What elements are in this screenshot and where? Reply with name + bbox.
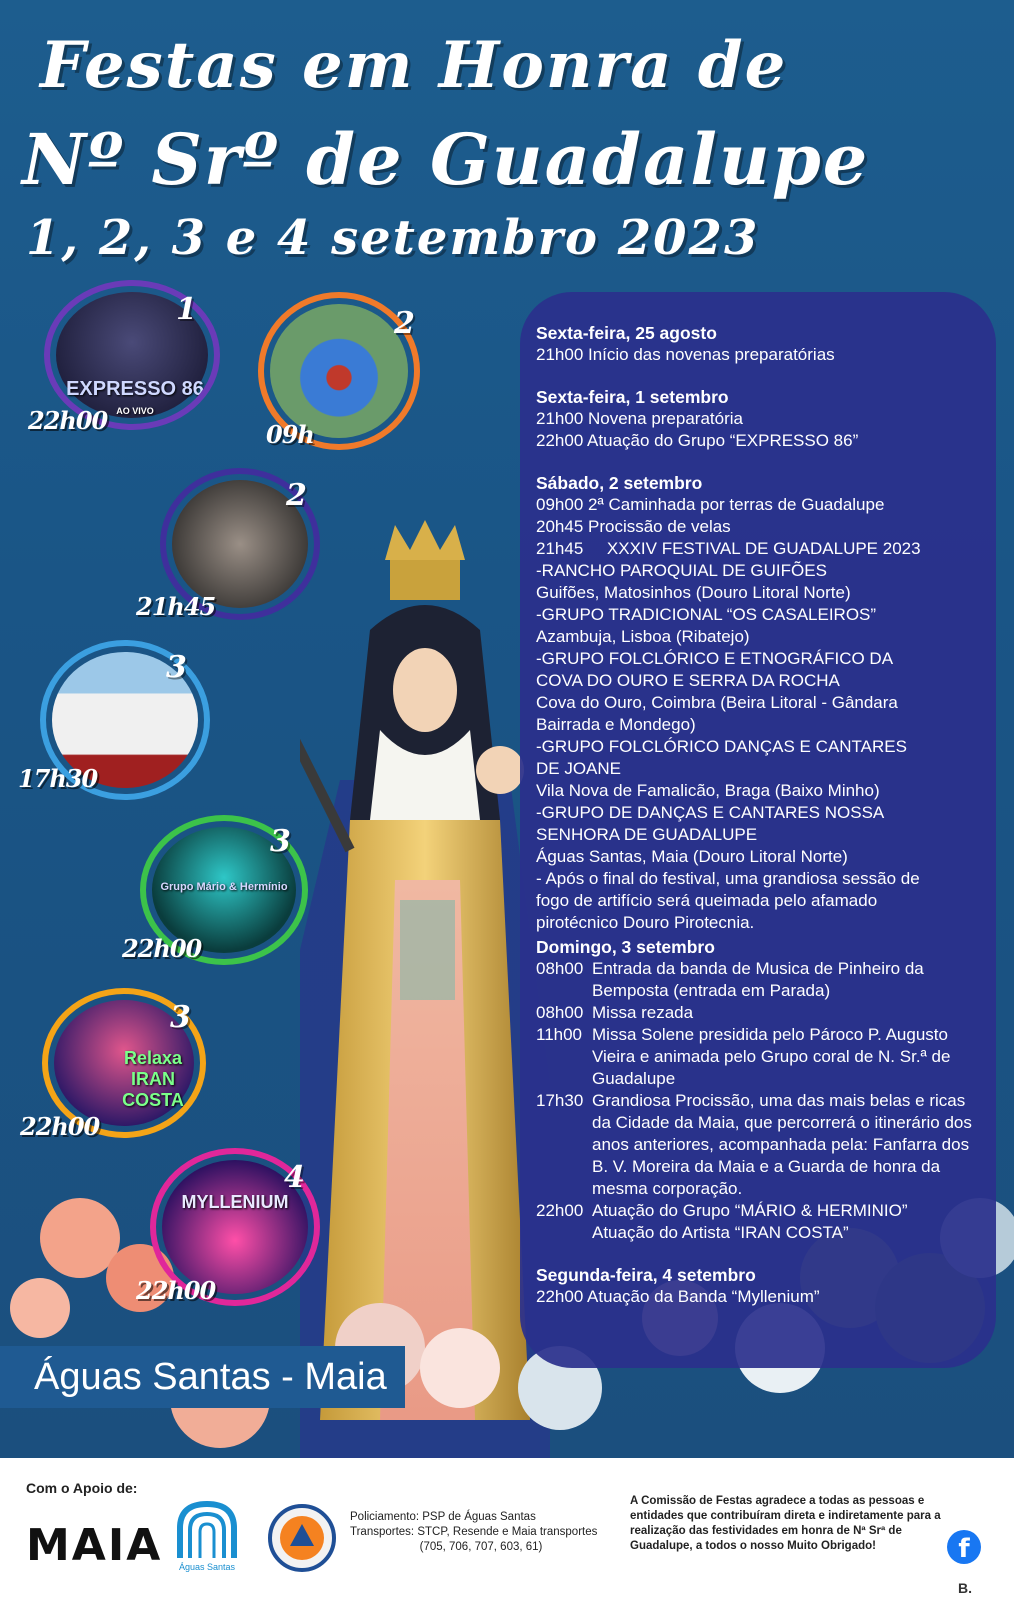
program-day-saturday: [536, 472, 980, 934]
circle-5-day: 3: [270, 824, 291, 859]
program-line: 21h00 Início das novenas preparatórias: [536, 345, 835, 364]
program-line: DE JOANE: [536, 759, 622, 778]
program-day-sunday: [536, 936, 980, 1244]
circle-7-time: 22h00: [136, 1276, 216, 1305]
day-title: Segunda-feira, 4 setembro: [536, 1265, 756, 1285]
program-line: -GRUPO TRADICIONAL “OS CASALEIROS”: [536, 605, 877, 624]
circle-3-day: 2: [286, 478, 307, 513]
program-row-text: Atuação do Grupo “MÁRIO & HERMINIO”: [592, 1201, 908, 1220]
program-line: - Após o final do festival, uma grandiosa sessão de: [536, 869, 920, 888]
program-day-friday-25: [536, 322, 980, 366]
maia-logo: MAIA: [26, 1520, 163, 1571]
day-title: Domingo, 3 setembro: [536, 937, 715, 957]
program-line: -GRUPO DE DANÇAS E CANTARES NOSSA: [536, 803, 885, 822]
circle-2-time: 09h: [266, 420, 314, 449]
program-line: Vila Nova de Famalicão, Braga (Baixo Minho): [536, 781, 880, 800]
program-line: Águas Santas, Maia (Douro Litoral Norte): [536, 847, 848, 866]
circle-1-day: 1: [176, 292, 197, 327]
program-row-text: Grandiosa Procissão, uma das mais belas e ricas da Cidade da Maia, que percorrerá o itinerário dos anos anteriores, acompanhada pela: Fanfarra dos B. V. Moreira da Maia e a Guarda de honra da mesma corporação.: [592, 1091, 972, 1198]
title-dates: 1, 2, 3 e 4 setembro 2023: [26, 210, 760, 266]
program-day-monday: [536, 1264, 980, 1308]
program-day-friday-1: [536, 386, 980, 452]
program-row-text: Entrada da banda de Musica de Pinheiro da Bemposta (entrada em Parada): [592, 959, 924, 1000]
thanks-text: A Comissão de Festas agradece a todas as pessoas e entidades que contribuíram direta e indiretamente para a realização das festividades em honra de Nª Srª de Guadalupe, a todos o nosso Muito Obrigado!: [630, 1495, 941, 1552]
program-line: Guifões, Matosinhos (Douro Litoral Norte): [536, 583, 851, 602]
program-line: -RANCHO PAROQUIAL DE GUIFÕES: [536, 561, 827, 580]
footer: [0, 1458, 1014, 1600]
civil-protection-logo: [268, 1504, 336, 1572]
program-row: [536, 1002, 980, 1024]
program-line: SENHORA DE GUADALUPE: [536, 825, 758, 844]
program-row-time: 11h00: [536, 1025, 583, 1044]
transport-text: Transportes: STCP, Resende e Maia transportes: [350, 1526, 598, 1538]
circle-6-day: 3: [170, 1000, 191, 1035]
policing-text: Policiamento: PSP de Águas Santas: [350, 1511, 536, 1523]
program-row-time: 08h00: [536, 959, 584, 978]
circle-2-day: 2: [394, 306, 415, 341]
circle-7-day: 4: [284, 1160, 305, 1195]
program-line: COVA DO OURO E SERRA DA ROCHA: [536, 671, 840, 690]
program-line: 22h00 Atuação do Grupo “EXPRESSO 86”: [536, 431, 859, 450]
title-line-2: Nº Srº de Guadalupe: [22, 118, 870, 201]
circle-3-time: 21h45: [136, 592, 216, 621]
program-line: Bairrada e Mondego): [536, 715, 696, 734]
location-label: Águas Santas - Maia: [0, 1346, 405, 1408]
program-row: [536, 958, 980, 1002]
program-row-text: Atuação do Artista “IRAN COSTA”: [592, 1223, 849, 1242]
program-row-time: [536, 1222, 592, 1244]
program-line: fogo de artifício será queimada pelo afamado: [536, 891, 878, 910]
program-row-text: Missa Solene presidida pelo Pároco P. Augusto Vieira e animada pelo Grupo coral de N. Sr.ª de Guadalupe: [592, 1025, 951, 1088]
program-line: 09h00 2ª Caminhada por terras de Guadalupe: [536, 495, 885, 514]
program-row: [536, 1090, 980, 1200]
program-line: -GRUPO FOLCLÓRICO E ETNOGRÁFICO DA: [536, 649, 894, 668]
circle-4-time: 17h30: [18, 764, 98, 793]
program-row-time: 22h00: [536, 1201, 584, 1220]
day-title: Sexta-feira, 1 setembro: [536, 387, 729, 407]
program-line: 21h00 Novena preparatória: [536, 409, 743, 428]
program-panel: [520, 292, 996, 1368]
support-label: Com o Apoio de:: [26, 1480, 138, 1496]
transport-info: [350, 1510, 612, 1555]
program-line: -GRUPO FOLCLÓRICO DANÇAS E CANTARES: [536, 737, 907, 756]
circle-label-expresso: EXPRESSO 86: [66, 378, 204, 400]
title-line-1: Festas em Honra de: [40, 28, 788, 103]
program-line: pirotécnico Douro Pirotecnia.: [536, 913, 755, 932]
circle-4-day: 3: [166, 650, 187, 685]
circle-1-time: 22h00: [28, 406, 108, 435]
program-line: Cova do Ouro, Coimbra (Beira Litoral - Gândara: [536, 693, 898, 712]
designer-mark: B.: [958, 1580, 972, 1596]
program-line: Azambuja, Lisboa (Ribatejo): [536, 627, 750, 646]
aguas-logo-text: Águas Santas: [178, 1562, 236, 1572]
circle-sublabel-expresso: AO VIVO: [116, 406, 154, 416]
circle-5-time: 22h00: [122, 934, 202, 963]
program-line: 20h45 Procissão de velas: [536, 517, 731, 536]
day-title: Sexta-feira, 25 agosto: [536, 323, 717, 343]
aguas-santas-logo: [172, 1498, 242, 1580]
circle-label-myllenium: MYLLENIUM: [181, 1192, 289, 1212]
program-row-text: Missa rezada: [592, 1003, 694, 1022]
program-row-time: 08h00: [536, 1003, 584, 1022]
facebook-icon[interactable]: f: [947, 1530, 981, 1564]
circle-6-time: 22h00: [20, 1112, 100, 1141]
program-row: [536, 1200, 980, 1222]
day-title: Sábado, 2 setembro: [536, 473, 703, 493]
program-line: 21h45 XXXIV FESTIVAL DE GUADALUPE 2023: [536, 539, 921, 558]
program-row: [536, 1024, 980, 1090]
program-row-time: 17h30: [536, 1091, 584, 1110]
circle-label-mario-herminio: Grupo Mário & Hermínio: [160, 881, 288, 893]
routes-text: (705, 706, 707, 603, 61): [419, 1541, 543, 1553]
circle-label-iran-costa: Relaxa IRAN COSTA: [122, 1048, 184, 1110]
program-row: [536, 1222, 980, 1244]
program-line: 22h00 Atuação da Banda “Myllenium”: [536, 1287, 820, 1306]
